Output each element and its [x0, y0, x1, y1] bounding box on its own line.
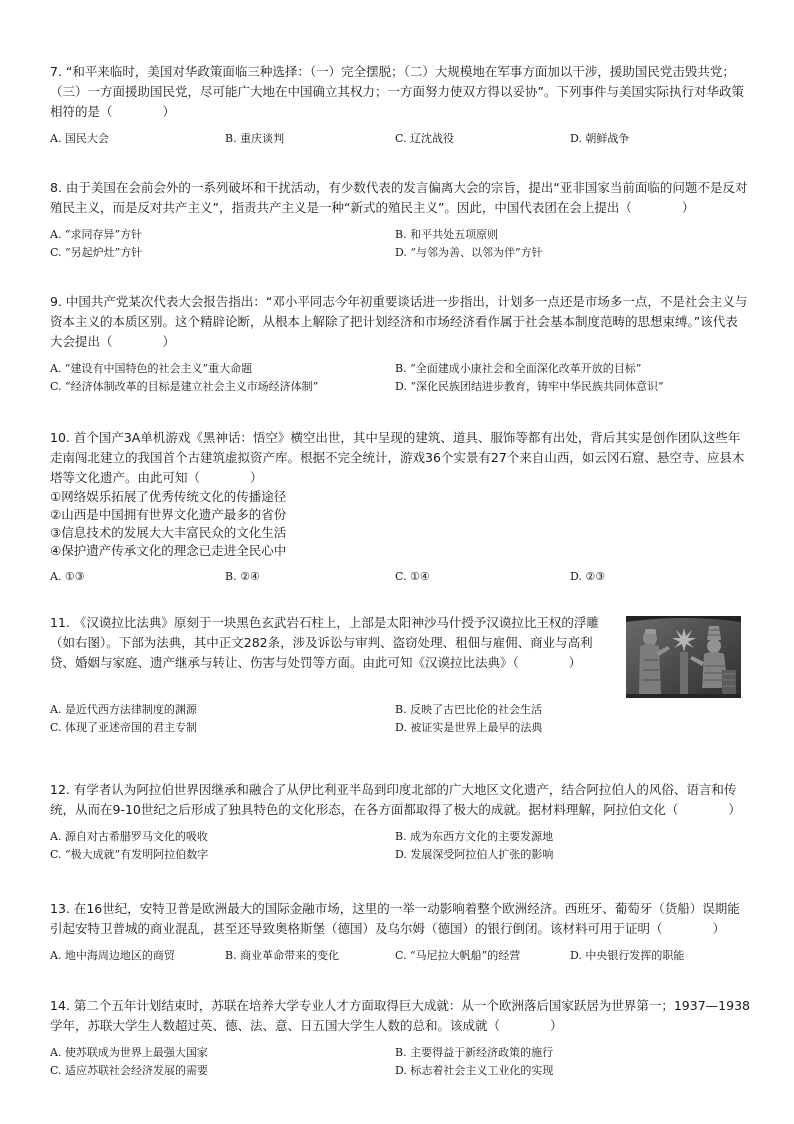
- option-a[interactable]: A. 使苏联成为世界上最强大国家: [50, 1046, 208, 1059]
- option-c[interactable]: C. 体现了亚述帝国的君主专制: [50, 721, 198, 734]
- relief-illustration: [626, 616, 741, 698]
- question-8: [50, 178, 750, 262]
- option-a[interactable]: A. “建设有中国特色的社会主义”重大命题: [50, 362, 253, 375]
- option-c[interactable]: C. “极大成就”有发明阿拉伯数字: [50, 848, 209, 861]
- statement-4: ④保护遗产传承文化的理念已走进全民心中: [50, 543, 287, 558]
- option-a[interactable]: A. ①③: [50, 570, 85, 583]
- option-a[interactable]: A. 地中海周边地区的商贸: [50, 949, 175, 962]
- option-a[interactable]: A. “求同存异”方针: [50, 228, 143, 241]
- question-stem: 12. 有学者认为阿拉伯世界因继承和融合了从伊比利亚半岛到印度北部的广大地区文化遗产，结合阿拉伯人的风俗、语言和传统，从而在9-10世纪之后形成了独具特色的文化形态，在各方面都取得了极大的成就。据材料理解，阿拉伯文化（ ）: [50, 782, 741, 817]
- option-d[interactable]: D. 朝鲜战争: [570, 132, 630, 145]
- option-a[interactable]: A. 是近代西方法律制度的渊源: [50, 703, 197, 716]
- option-c[interactable]: C. 辽沈战役: [395, 132, 455, 145]
- hammurabi-stele-relief-image: [626, 616, 741, 698]
- options: [50, 360, 750, 396]
- option-d[interactable]: D. “深化民族团结进步教育，铸牢中华民族共同体意识”: [395, 380, 664, 393]
- options: [50, 1044, 750, 1080]
- statement-3: ③信息技术的发展大大丰富民众的文化生活: [50, 525, 287, 540]
- question-14: [50, 996, 750, 1080]
- option-d[interactable]: D. “与邻为善、以邻为伴”方针: [395, 246, 543, 259]
- statement-list: [50, 488, 750, 560]
- question-stem: 7. “和平来临时，美国对华政策面临三种选择：（一）完全摆脱；（二）大规模地在军事方面加以干涉，援助国民党击毁共党；（三）一方面援助国民党，尽可能广大地在中国确立其权力；一方面努力使双方得以妥协”。下列事件与美国实际执行对华政策相符的是（ ）: [50, 64, 744, 119]
- option-b[interactable]: B. 商业革命带来的变化: [225, 949, 340, 962]
- option-c[interactable]: C. “另起炉灶”方针: [50, 246, 143, 259]
- statement-2: ②山西是中国拥有世界文化遗产最多的省份: [50, 507, 287, 522]
- question-stem: 10. 首个国产3A单机游戏《黑神话：悟空》横空出世，其中呈现的建筑、道具、服饰等都有出处，背后其实是创作团队这些年走南闯北建立的我国首个古建筑虚拟资产库。根据不完全统计，游戏36个实景有27个来自山西，如云冈石窟、悬空寺、应县木塔等文化遗产。由此可知（ ）: [50, 430, 745, 485]
- options: [50, 568, 750, 586]
- option-b[interactable]: B. “全面建成小康社会和全面深化改革开放的目标”: [395, 362, 642, 375]
- option-d[interactable]: D. 发展深受阿拉伯人扩张的影响: [395, 848, 554, 861]
- option-b[interactable]: B. 和平共处五项原则: [395, 228, 499, 241]
- option-d[interactable]: D. ②③: [570, 570, 606, 583]
- option-b[interactable]: B. 反映了古巴比伦的社会生活: [395, 703, 543, 716]
- option-a[interactable]: A. 源自对古希腊罗马文化的吸收: [50, 830, 208, 843]
- option-c[interactable]: C. ①④: [395, 570, 430, 583]
- options: [50, 701, 750, 737]
- statement-1: ①网络娱乐拓展了优秀传统文化的传播途径: [50, 489, 287, 504]
- option-c[interactable]: C. 适应苏联社会经济发展的需要: [50, 1064, 209, 1077]
- option-c[interactable]: C. “马尼拉大帆船”的经营: [395, 949, 521, 962]
- question-12: [50, 780, 750, 864]
- question-13: [50, 899, 750, 965]
- option-d[interactable]: D. 标志着社会主义工业化的实现: [395, 1064, 554, 1077]
- options: [50, 226, 750, 262]
- question-stem: 9. 中国共产党某次代表大会报告指出：“邓小平同志今年初重要谈话进一步指出，计划多一点还是市场多一点，不是社会主义与资本主义的本质区别。这个精辟论断，从根本上解除了把计划经济和市场经济看作属于社会基本制度范畴的思想束缚。”该代表大会提出（ ）: [50, 294, 748, 349]
- option-d[interactable]: D. 中央银行发挥的职能: [570, 949, 685, 962]
- question-stem: 11. 《汉谟拉比法典》原刻于一块黑色玄武岩石柱上，上部是太阳神沙马什授予汉谟拉比王权的浮雕（如右图）。下部为法典，其中正文282条，涉及诉讼与审判、盗窃处理、租佃与雇佣、商业与高利贷、婚姻与家庭、遗产继承与转让、伤害与处罚等方面。由此可知《汉谟拉比法典》（ ）: [50, 615, 599, 670]
- option-b[interactable]: B. ②④: [225, 570, 260, 583]
- question-stem: 14. 第二个五年计划结束时，苏联在培养大学专业人才方面取得巨大成就：从一个欧洲落后国家跃居为世界第一；1937—1938学年，苏联大学生人数超过英、德、法、意、日五国大学生人数的总和。该成就（ ）: [50, 998, 750, 1033]
- options: [50, 130, 750, 148]
- option-b[interactable]: B. 重庆谈判: [225, 132, 285, 145]
- question-9: [50, 292, 750, 396]
- options: [50, 947, 750, 965]
- option-c[interactable]: C. “经济体制改革的目标是建立社会主义市场经济体制”: [50, 380, 319, 393]
- options: [50, 828, 750, 864]
- option-b[interactable]: B. 主要得益于新经济政策的施行: [395, 1046, 554, 1059]
- option-b[interactable]: B. 成为东西方文化的主要发源地: [395, 830, 554, 843]
- question-stem: 8. 由于美国在会前会外的一系列破坏和干扰活动，有少数代表的发言偏离大会的宗旨，提出“亚非国家当前面临的问题不是反对殖民主义，而是反对共产主义”，指责共产主义是一种“新式的殖民主义”。因此，中国代表团在会上提出（ ）: [50, 180, 748, 215]
- question-7: [50, 62, 750, 148]
- option-a[interactable]: A. 国民大会: [50, 132, 109, 145]
- option-d[interactable]: D. 被证实是世界上最早的法典: [395, 721, 543, 734]
- question-10: [50, 428, 750, 586]
- question-stem: 13. 在16世纪，安特卫普是欧洲最大的国际金融市场，这里的一举一动影响着整个欧洲经济。西班牙、葡萄牙（货船）误期能引起安特卫普城的商业混乱，甚至还导致奥格斯堡（德国）及乌尔姆（德国）的银行倒闭。该材料可用于证明（ ）: [50, 901, 740, 936]
